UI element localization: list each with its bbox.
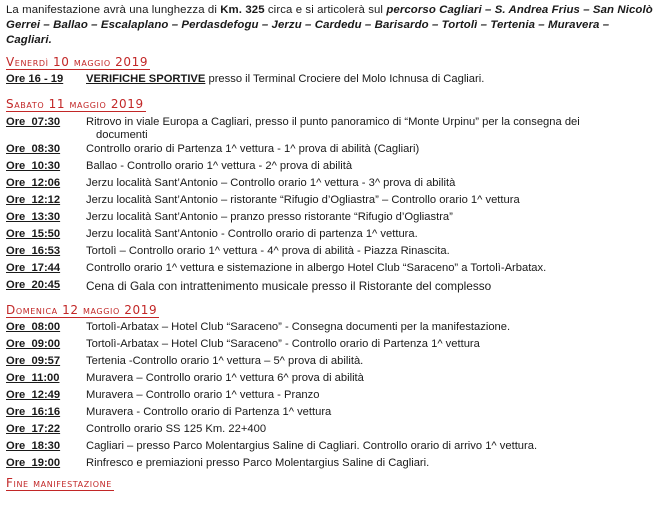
schedule-time: Ore 19:00 <box>6 457 61 470</box>
schedule-text: Ritrovo in viale Europa a Cagliari, presso il punto panoramico di “Monte Urpinu” per la consegna dei <box>86 115 580 128</box>
schedule-time: Ore 08:00 <box>6 321 61 334</box>
schedule-time: Ore 15:50 <box>6 227 61 240</box>
schedule-row <box>6 355 654 372</box>
day-section-friday <box>6 48 654 90</box>
schedule-time: Ore 16:53 <box>6 244 61 257</box>
schedule-description: Tortolì-Arbatax – Hotel Club “Saraceno” - Consegna documenti per la manifestazione. <box>86 321 511 334</box>
schedule-time: Ore 16:16 <box>6 406 61 419</box>
schedule-description: Controllo orario di Partenza 1^ vettura - 1^ prova di abilità (Cagliari) <box>86 142 420 155</box>
schedule-time: Ore 12:49 <box>6 389 61 402</box>
schedule-description: Ballao - Controllo orario 1^ vettura - 2^ prova di abilità <box>86 159 353 172</box>
schedule-row <box>6 211 654 228</box>
schedule-row <box>6 406 654 423</box>
schedule-description: Controllo orario 1^ vettura e sistemazione in albergo Hotel Club “Saraceno” a Tortolì-Arbatax. <box>86 261 547 274</box>
schedule-row <box>6 116 654 143</box>
schedule-time: Ore 16 - 19 <box>6 73 64 86</box>
schedule-time: Ore 09:57 <box>6 355 61 368</box>
intro-route-label: percorso Cagliari <box>386 4 482 16</box>
day-section-sunday <box>6 296 654 474</box>
intro-distance: Km. 325 <box>220 4 265 16</box>
schedule-time: Ore 07:30 <box>6 115 61 128</box>
schedule-description: Tortolì-Arbatax – Hotel Club “Saraceno” - Controllo orario di Partenza 1^ vettura <box>86 338 480 351</box>
intro-paragraph <box>6 3 654 48</box>
schedule-row <box>6 73 654 90</box>
end-heading: Fine manifestazione <box>6 476 112 491</box>
schedule-description: Muravera – Controllo orario 1^ vettura 6^ prova di abilità <box>86 372 364 385</box>
schedule-description: Rinfresco e premiazioni presso Parco Molentargius Saline di Cagliari. <box>86 457 430 470</box>
day-section-saturday <box>6 90 654 295</box>
schedule-description: Jerzu località Sant’Antonio – pranzo presso ristorante “Rifugio d’Ogliastra” <box>86 210 453 223</box>
schedule-time: Ore 13:30 <box>6 210 61 223</box>
schedule-row <box>6 321 654 338</box>
schedule-time: Ore 18:30 <box>6 440 61 453</box>
schedule-description: Cena di Gala con intrattenimento musicale presso il Ristorante del complesso <box>86 278 492 293</box>
schedule-description: Controllo orario SS 125 Km. 22+400 <box>86 423 267 436</box>
schedule-row <box>6 338 654 355</box>
schedule-row <box>6 245 654 262</box>
schedule-row <box>6 440 654 457</box>
schedule-description: Tertenia -Controllo orario 1^ vettura – 5^ prova di abilità. <box>86 355 364 368</box>
schedule-text-continued: documenti <box>96 129 148 142</box>
schedule-row <box>6 423 654 440</box>
schedule-row <box>6 262 654 279</box>
schedule-text: presso il Terminal Crociere del Molo Ichnusa di Cagliari. <box>205 73 485 86</box>
day-heading: Domenica 12 maggio 2019 <box>6 302 158 317</box>
schedule-time: Ore 20:45 <box>6 278 61 291</box>
schedule-time: Ore 08:30 <box>6 142 61 155</box>
schedule-list <box>6 116 654 296</box>
schedule-list <box>6 321 654 474</box>
schedule-row <box>6 457 654 474</box>
day-heading: Venerdì 10 maggio 2019 <box>6 55 149 69</box>
schedule-description: Jerzu località Sant’Antonio – Controllo orario 1^ vettura - 3^ prova di abilità <box>86 176 456 189</box>
schedule-description <box>86 116 654 143</box>
schedule-row <box>6 389 654 406</box>
schedule-time: Ore 17:44 <box>6 261 61 274</box>
schedule-time: Ore 12:12 <box>6 193 61 206</box>
schedule-list <box>6 73 654 90</box>
schedule-time: Ore 12:06 <box>6 176 61 189</box>
schedule-description: Muravera – Controllo orario 1^ vettura - Pranzo <box>86 389 320 402</box>
schedule-time: Ore 09:00 <box>6 338 61 351</box>
schedule-row <box>6 372 654 389</box>
schedule-row <box>6 194 654 211</box>
schedule-description: Tortolì – Controllo orario 1^ vettura - 4^ prova di abilità - Piazza Rinascita. <box>86 244 450 257</box>
schedule-time: Ore 10:30 <box>6 159 61 172</box>
intro-text-2: circa e si articolerà sul <box>264 4 387 16</box>
schedule-row <box>6 279 654 296</box>
schedule-row <box>6 228 654 245</box>
schedule-time: Ore 11:00 <box>6 372 60 385</box>
schedule-description: Cagliari – presso Parco Molentargius Saline di Cagliari. Controllo orario di arrivo 1^ vettura. <box>86 440 538 453</box>
day-heading: Sabato 11 maggio 2019 <box>6 97 144 112</box>
schedule-row <box>6 160 654 177</box>
schedule-row <box>6 143 654 160</box>
schedule-lead: VERIFICHE SPORTIVE <box>86 73 206 86</box>
schedule-row <box>6 177 654 194</box>
schedule-description: Jerzu località Sant’Antonio - Controllo orario di partenza 1^ vettura. <box>86 227 418 240</box>
intro-route-stops: – S. Andrea Frius – San Nicolò Gerrei – Ballao – Escalaplano – Perdasdefogu – Jerzu – Cardedu – Barisardo – Tortolì – Tertenia – Muravera – Cagliari. <box>6 4 653 46</box>
schedule-time: Ore 17:22 <box>6 423 61 436</box>
schedule-description <box>86 73 654 86</box>
intro-text-1: La manifestazione avrà una lunghezza di <box>6 4 221 16</box>
schedule-description: Muravera - Controllo orario di Partenza 1^ vettura <box>86 406 332 419</box>
schedule-description: Jerzu località Sant’Antonio – ristorante “Rifugio d’Ogliastra” – Controllo orario 1^ vettura <box>86 193 520 206</box>
